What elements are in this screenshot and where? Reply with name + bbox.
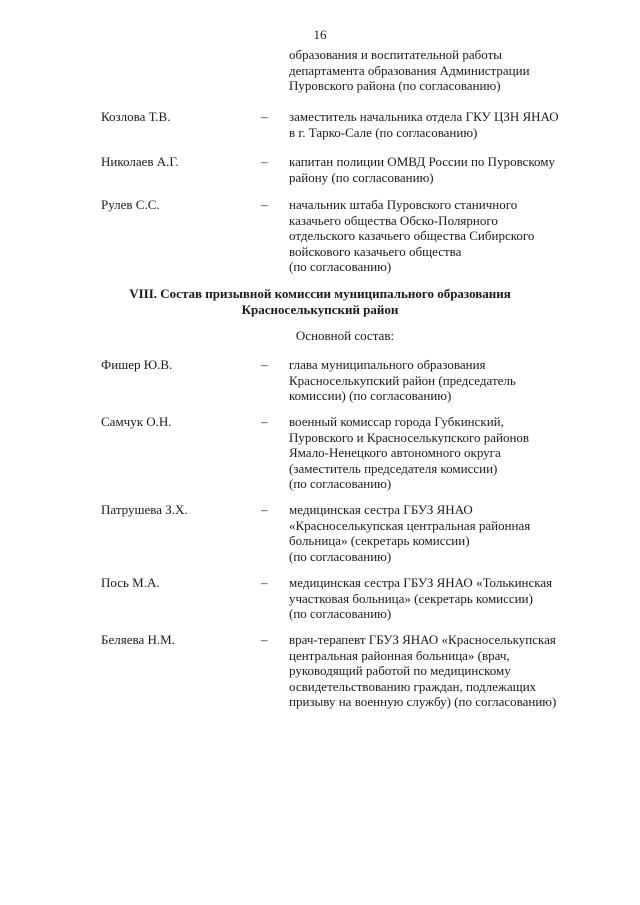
- dash-separator: –: [261, 502, 268, 517]
- description-line: медицинская сестра ГБУЗ ЯНАО «Толькинская: [289, 575, 553, 590]
- dash-separator: –: [261, 632, 268, 647]
- description-line: больница» (секретарь комиссии): [289, 533, 470, 548]
- member-name: Пось М.А.: [101, 575, 160, 590]
- dash-separator: –: [261, 414, 268, 429]
- description-line: врач-терапевт ГБУЗ ЯНАО «Красноселькупская: [289, 632, 556, 647]
- member-description: [289, 632, 609, 710]
- description-line: глава муниципального образования: [289, 357, 486, 372]
- section-heading-line: VIII. Состав призывной комиссии муниципального образования: [129, 286, 511, 301]
- description-line: участковая больница» (секретарь комиссии): [289, 590, 533, 606]
- member-name: Беляева Н.М.: [101, 632, 175, 647]
- description-line: (по согласованию): [289, 548, 392, 564]
- description-line: комиссии) (по согласованию): [289, 388, 452, 403]
- description-line: Ямало-Ненецкого автономного округа: [289, 445, 501, 460]
- description-line: Пуровского и Красноселькупского районов: [289, 429, 530, 445]
- description-line: району (по согласованию): [289, 169, 434, 185]
- description-line: казачьего общества Обско-Полярного: [289, 212, 498, 228]
- description-line: департамента образования Администрации: [289, 62, 530, 78]
- member-description: [289, 109, 609, 140]
- member-description: [289, 575, 609, 622]
- member-description: [289, 197, 609, 275]
- member-name: Самчук О.Н.: [101, 414, 172, 429]
- member-description: [289, 502, 609, 564]
- member-name: Николаев А.Г.: [101, 154, 179, 169]
- section-subheading: Основной состав:: [295, 328, 395, 343]
- dash-separator: –: [261, 575, 268, 590]
- description-line: военный комиссар города Губкинский,: [289, 414, 504, 429]
- description-line: «Красноселькупская центральная районная: [289, 517, 531, 533]
- description-line: освидетельствованию граждан, подлежащих: [289, 678, 537, 694]
- description-line: медицинская сестра ГБУЗ ЯНАО: [289, 502, 473, 517]
- description-line: заместитель начальника отдела ГКУ ЦЗН ЯНАО: [289, 109, 559, 124]
- description-line: образования и воспитательной работы: [289, 47, 503, 62]
- description-line: капитан полиции ОМВД России по Пуровскому: [289, 154, 556, 169]
- description-line: начальник штаба Пуровского станичного: [289, 197, 518, 212]
- description-line: руководящий работой по медицинскому: [289, 663, 511, 678]
- section-heading: [0, 286, 640, 317]
- continued-description: [289, 47, 609, 94]
- member-name: Патрушева З.Х.: [101, 502, 188, 517]
- page-number: 16: [313, 27, 327, 42]
- description-line: войскового казачьего общества: [289, 243, 462, 259]
- member-description: [289, 357, 609, 404]
- dash-separator: –: [261, 154, 268, 169]
- description-line: (по согласованию): [289, 606, 392, 621]
- member-name: Рулев С.С.: [101, 197, 160, 212]
- dash-separator: –: [261, 197, 268, 212]
- dash-separator: –: [261, 109, 268, 124]
- description-line: отдельского казачьего общества Сибирского: [289, 228, 535, 243]
- description-line: в г. Тарко-Сале (по согласованию): [289, 124, 478, 140]
- section-heading-line: Красноселькупский район: [241, 301, 399, 317]
- description-line: (заместитель председателя комиссии): [289, 460, 498, 476]
- member-description: [289, 414, 609, 492]
- member-description: [289, 154, 609, 185]
- member-name: Козлова Т.В.: [101, 109, 171, 124]
- description-line: (по согласованию): [289, 476, 392, 491]
- description-line: Пуровского района (по согласованию): [289, 78, 501, 93]
- description-line: (по согласованию): [289, 259, 392, 274]
- description-line: центральная районная больница» (врач,: [289, 647, 510, 663]
- dash-separator: –: [261, 357, 268, 372]
- member-name: Фишер Ю.В.: [101, 357, 173, 372]
- description-line: Красноселькупский район (председатель: [289, 372, 516, 388]
- description-line: призыву на военную службу) (по согласованию): [289, 694, 557, 709]
